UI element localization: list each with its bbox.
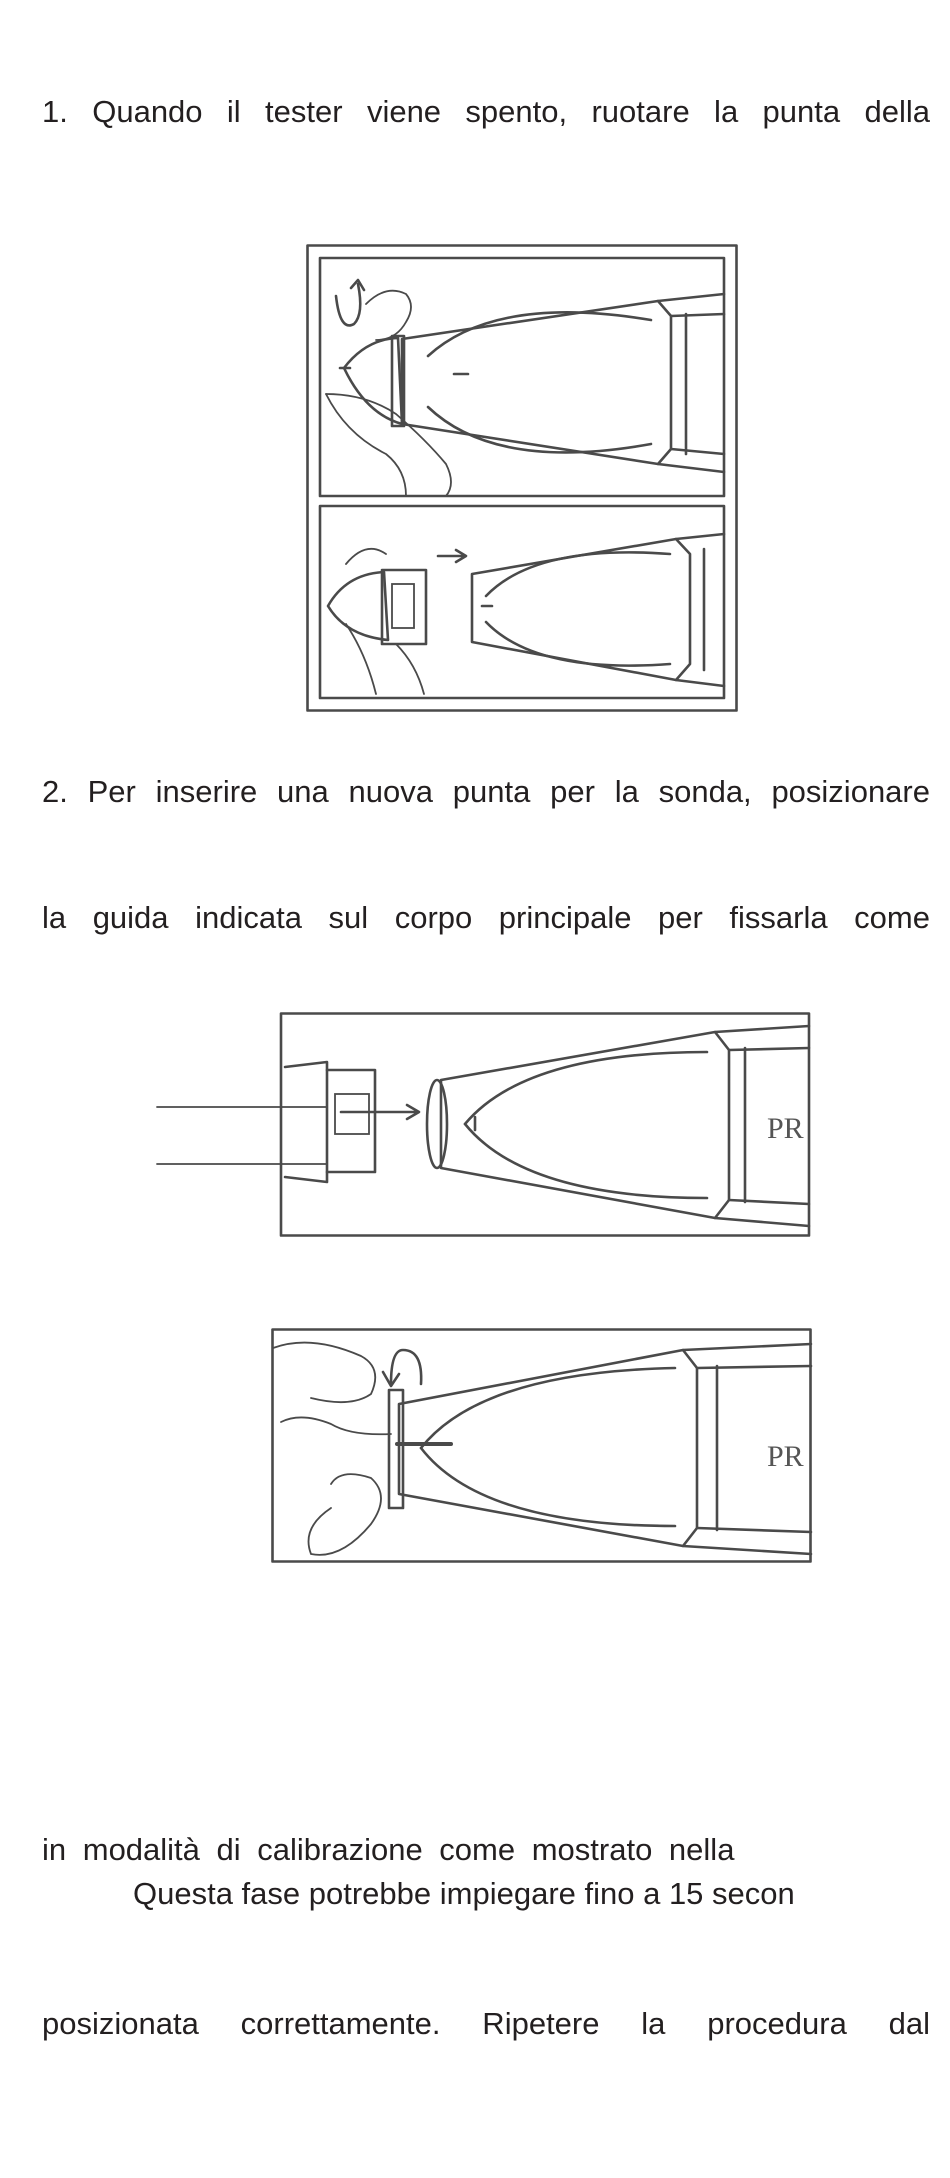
probe-body-top bbox=[402, 294, 724, 472]
tip-insert-figure bbox=[155, 1012, 811, 1238]
lock-rotate-arrow-icon bbox=[383, 1350, 421, 1386]
step2-text-line: la guida indicata sul corpo principale per fissarla come bbox=[42, 900, 930, 935]
calibration-text-line: posizionata correttamente. Ripetere la procedura dal bbox=[42, 2006, 930, 2041]
hand-lock bbox=[273, 1343, 391, 1555]
tip-lock-figure bbox=[271, 1328, 813, 1564]
probe-body-bottom bbox=[472, 534, 724, 686]
step2-text-line: 2. Per inserire una nuova punta per la sonda, posizionare bbox=[42, 774, 930, 809]
guide-lines bbox=[157, 1107, 327, 1164]
probe-brand-label: PR bbox=[767, 1112, 804, 1145]
insert-arrow-icon bbox=[341, 1105, 419, 1119]
calibration-text-line: in modalità di calibrazione come mostrato nella bbox=[42, 1832, 735, 1867]
figure-frame bbox=[273, 1330, 811, 1562]
probe-body-insert bbox=[427, 1026, 809, 1226]
pull-panel bbox=[320, 506, 724, 698]
step1-text-line: 1. Quando il tester viene spento, ruotare la punta della bbox=[42, 94, 930, 129]
tip-removal-figure bbox=[306, 244, 738, 712]
calibration-text-line: Questa fase potrebbe impiegare fino a 15 secon bbox=[133, 1876, 795, 1911]
hand-top bbox=[326, 291, 451, 496]
rotate-arrow-icon bbox=[336, 280, 364, 325]
probe-body-lock bbox=[399, 1344, 811, 1554]
probe-brand-label: PR bbox=[767, 1440, 804, 1473]
pull-arrow-icon bbox=[438, 550, 466, 562]
removed-tip-bottom bbox=[328, 570, 426, 644]
